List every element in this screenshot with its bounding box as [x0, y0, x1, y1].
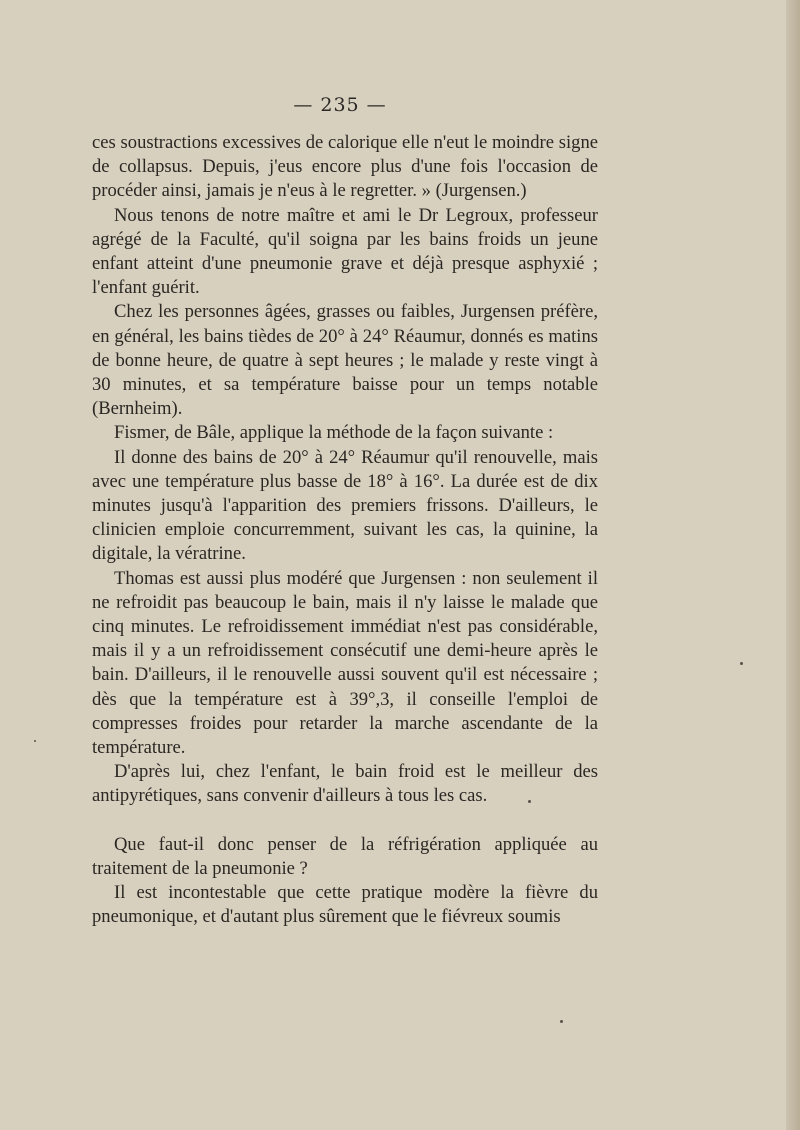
paragraph-fismer-method: Il donne des bains de 20° à 24° Réaumur qu'il renouvelle, mais avec une température plus basse de 18° à 16°. La durée est de dix minutes jusqu'à l'apparition des premiers frissons. D'ailleurs, le clinicien emploie concurremment, suivant les cas, la quinine, la digitale, la vératrine. [92, 446, 598, 565]
page-edge [786, 0, 800, 1130]
paper-speck [560, 1020, 563, 1023]
paper-speck [740, 662, 743, 665]
paragraph-continuation: ces soustractions excessives de calorique elle n'eut le moindre signe de collapsus. Depuis, j'eus encore plus d'une fois l'occasion de procéder ainsi, jamais je n'eus à le regretter. » (Jurgensen.) [92, 132, 598, 202]
paragraph-elderly-patients: Chez les personnes âgées, grasses ou faibles, Jurgensen préfère, en général, les bains tièdes de 20° à 24° Réaumur, donnés es matins de bonne heure, de quatre à sept heures ; le malade y reste vingt à 30 minutes, et sa température baisse pour un temps notable (Bernheim). [92, 301, 598, 420]
paragraph-question: Que faut-il donc penser de la réfrigération appliquée au traitement de la pneumonie ? [92, 833, 598, 879]
paper-speck [528, 800, 531, 803]
paragraph-legroux: Nous tenons de notre maître et ami le Dr Legroux, professeur agrégé de la Faculté, qu'il soigna par les bains froids un jeune enfant atteint d'une pneumonie grave et déjà presque asphyxié ; l'enfant guérit. [92, 204, 598, 299]
paragraph-child: D'après lui, chez l'enfant, le bain froid est le meilleur des antipyrétiques, sans convenir d'ailleurs à tous les cas. [92, 761, 598, 807]
paragraph-conclusion: Il est incontestable que cette pratique modère la fièvre du pneumonique, et d'autant plus sûrement que le fiévreux soumis [92, 882, 598, 928]
paragraph-thomas: Thomas est aussi plus modéré que Jurgensen : non seulement il ne refroidit pas beaucoup le bain, mais il n'y laisse le malade que cinq minutes. Le refroidissement immédiat n'est pas considérable, mais il y a un refroidissement consécutif une demi-heure après le bain. D'ailleurs, il le renouvelle aussi souvent qu'il est nécessaire ; dès que la température est à 39°,3, il conseille l'emploi de compresses froides pour retarder la marche ascendante de la température. [92, 567, 598, 759]
page-number: — 235 — [293, 94, 387, 116]
paper-speck [34, 740, 36, 742]
paragraph-fismer: Fismer, de Bâle, applique la méthode de la façon suivante : [114, 422, 554, 444]
body-text [92, 131, 598, 930]
